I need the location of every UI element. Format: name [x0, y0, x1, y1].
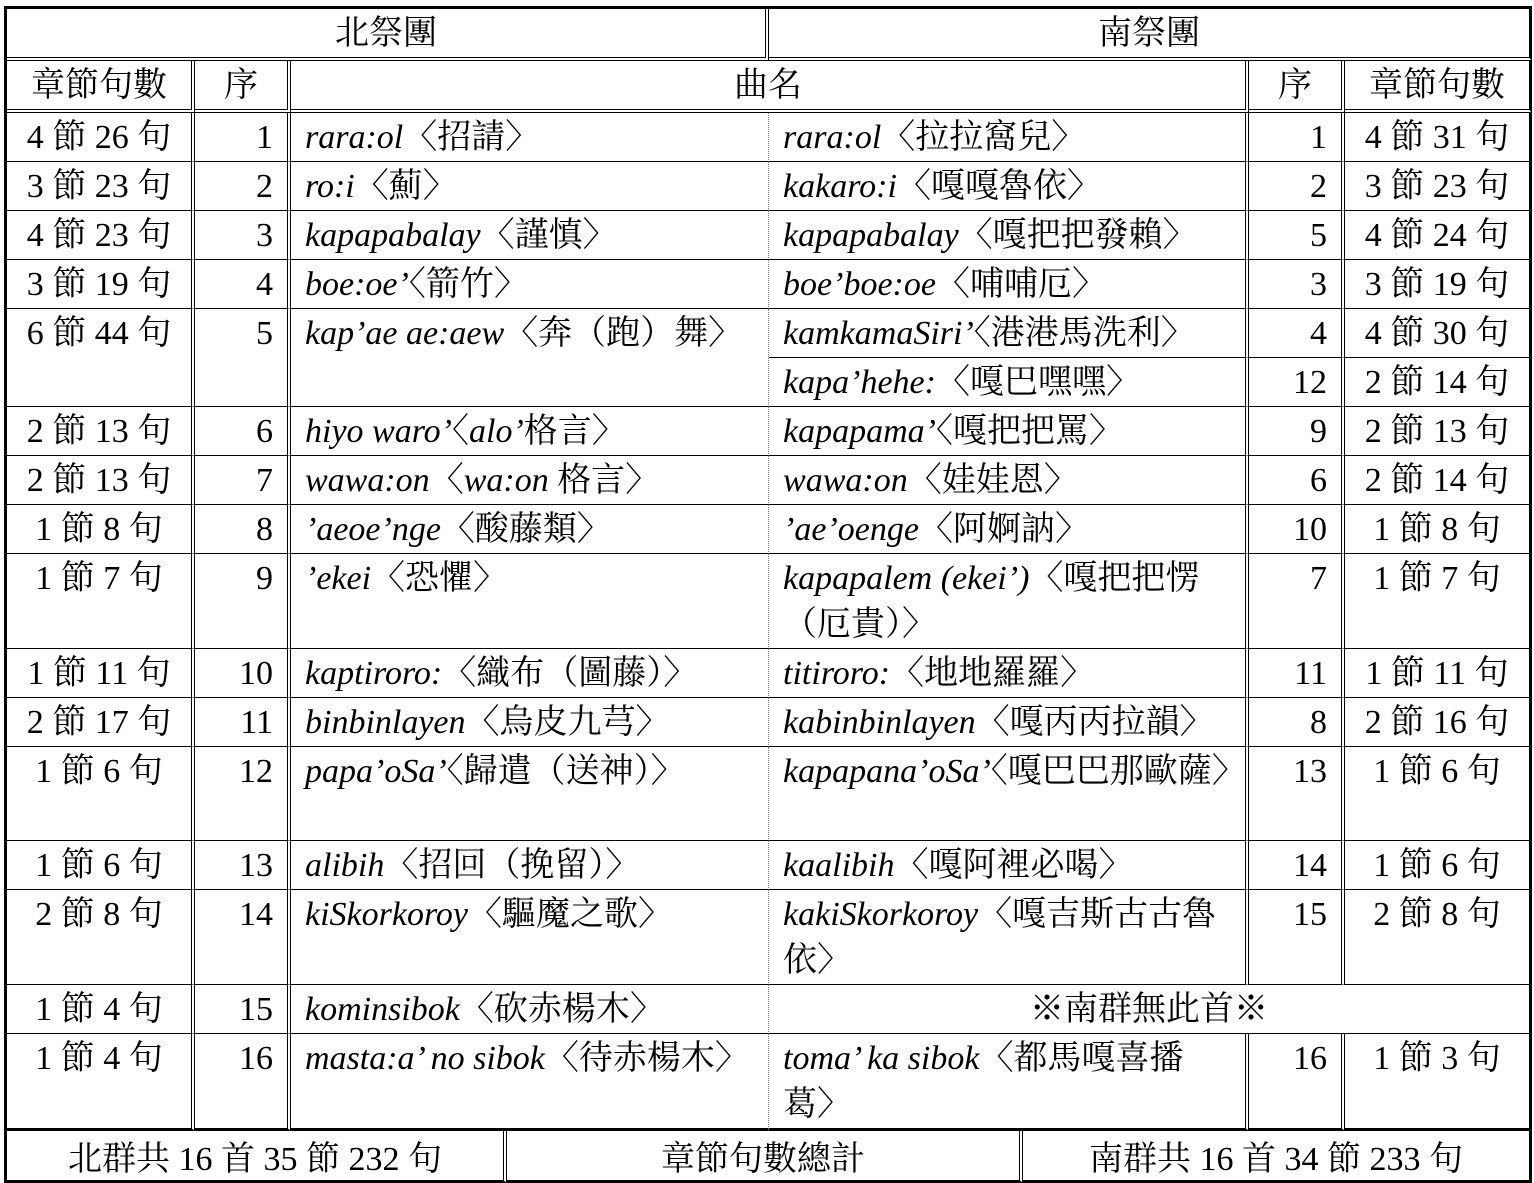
- table-row: [7, 309, 1532, 358]
- north-seq-cell: 12: [195, 747, 291, 841]
- south-song-chinese: 〈港港馬洗利〉: [973, 315, 1195, 352]
- table-row: [7, 841, 1532, 890]
- north-count-cell: 1 節 11 句: [7, 649, 195, 698]
- south-seq-cell: 14: [1249, 841, 1345, 890]
- north-seq-cell: 14: [195, 890, 291, 985]
- north-song-cell: [291, 985, 769, 1034]
- column-header-row: [7, 61, 1532, 113]
- south-seq-cell: 4: [1249, 309, 1345, 358]
- south-song-roman: kamkamaSiri’: [783, 315, 974, 352]
- north-song-chinese: 〈驅魔之歌〉: [468, 896, 673, 933]
- south-song-chinese: 〈嘎把把發賴〉: [958, 217, 1197, 254]
- north-song-cell: [291, 841, 769, 890]
- north-song-roman: kap’ae ae:aew: [305, 315, 505, 352]
- north-song-chinese-2: 格言〉: [523, 413, 626, 450]
- south-count-cell: 1 節 6 句: [1345, 841, 1532, 890]
- south-song-cell: [769, 747, 1249, 841]
- north-song-chinese: 〈酸藤類〉: [440, 511, 611, 548]
- south-song-roman: wawa:on: [783, 462, 908, 499]
- north-song-cell: [291, 890, 769, 985]
- south-song-cell: [769, 841, 1249, 890]
- south-song-chinese: 〈嘎丙丙拉韻〉: [975, 704, 1214, 741]
- south-seq-cell: 2: [1249, 162, 1345, 211]
- north-count-cell: 2 節 8 句: [7, 890, 195, 985]
- table-row: [7, 456, 1532, 505]
- north-song-cell: [291, 505, 769, 554]
- north-count-cell: 1 節 4 句: [7, 985, 195, 1034]
- south-count-cell: 2 節 14 句: [1345, 456, 1532, 505]
- table-row: [7, 698, 1532, 747]
- north-song-roman: kiSkorkoroy: [305, 896, 469, 933]
- south-missing-note: ※南群無此首※: [769, 985, 1532, 1034]
- north-song-cell: [291, 456, 769, 505]
- south-seq-cell: 13: [1249, 747, 1345, 841]
- south-song-chinese: 〈地地羅羅〉: [890, 655, 1095, 692]
- table-row: [7, 113, 1532, 162]
- table-row: [7, 985, 1532, 1034]
- north-song-roman: rara:ol: [305, 119, 404, 156]
- south-count-cell: 1 節 7 句: [1345, 554, 1532, 649]
- south-song-cell: [769, 358, 1249, 407]
- north-song-roman-2: alo’: [469, 413, 524, 450]
- north-song-roman: ’ekei: [305, 560, 372, 597]
- north-song-roman: ’aeoe’nge: [305, 511, 441, 548]
- north-seq-cell: 8: [195, 505, 291, 554]
- south-count-cell: 2 節 8 句: [1345, 890, 1532, 985]
- south-song-chinese: 〈都馬嘎喜播葛〉: [783, 1040, 1184, 1123]
- north-seq-cell: 3: [195, 211, 291, 260]
- north-song-chinese: 〈歸遣（送神）〉: [446, 753, 685, 790]
- north-seq-cell: 6: [195, 407, 291, 456]
- table-row: [7, 747, 1532, 841]
- south-song-roman: boe’boe:oe: [783, 266, 936, 303]
- south-song-roman: rara:ol: [783, 119, 882, 156]
- south-song-roman: kapapama’: [783, 413, 936, 450]
- south-seq-cell: 16: [1249, 1034, 1345, 1131]
- table-row: [7, 890, 1532, 985]
- north-seq-cell: 5: [195, 309, 291, 407]
- table-row: [7, 649, 1532, 698]
- south-song-chinese: 〈哺哺厄〉: [935, 266, 1106, 303]
- south-song-chinese: 〈嘎把把愣（厄貴）〉: [783, 560, 1200, 643]
- north-seq-cell: 15: [195, 985, 291, 1034]
- totals-label-cell: 章節句數總計: [507, 1131, 1023, 1183]
- north-song-chinese-2: 格言〉: [548, 462, 660, 499]
- north-count-cell: 1 節 7 句: [7, 554, 195, 649]
- south-song-cell: [769, 260, 1249, 309]
- north-song-roman-2: wa:on: [463, 462, 549, 499]
- north-seq-cell: 16: [195, 1034, 291, 1131]
- north-song-cell: [291, 407, 769, 456]
- song-comparison-table: [4, 6, 1532, 1131]
- group-header-row: [7, 9, 1532, 61]
- south-song-roman: titiroro:: [783, 655, 891, 692]
- table-row: [7, 505, 1532, 554]
- south-song-chinese: 〈嘎嘎魯依〉: [896, 168, 1101, 205]
- north-count-cell: 1 節 6 句: [7, 841, 195, 890]
- table-row: [7, 211, 1532, 260]
- totals-row: [7, 1131, 1532, 1183]
- south-song-roman: kapapana’oSa’: [783, 753, 991, 790]
- north-song-roman: binbinlayen: [305, 704, 466, 741]
- south-song-roman: kabinbinlayen: [783, 704, 976, 741]
- north-seq-cell: 10: [195, 649, 291, 698]
- north-song-chinese: 〈砍赤楊木〉: [459, 991, 664, 1028]
- south-song-chinese: 〈嘎巴巴那歐薩〉: [990, 753, 1246, 790]
- north-song-cell: [291, 1034, 769, 1131]
- north-seq-cell: 2: [195, 162, 291, 211]
- north-song-roman: papa’oSa’: [305, 753, 447, 790]
- south-count-cell: 1 節 11 句: [1345, 649, 1532, 698]
- south-song-chinese: 〈嘎把把罵〉: [936, 413, 1123, 450]
- south-song-cell: [769, 113, 1249, 162]
- south-song-chinese: 〈阿婀訥〉: [918, 511, 1089, 548]
- north-song-roman: wawa:on: [305, 462, 430, 499]
- south-seq-cell: 15: [1249, 890, 1345, 985]
- south-count-cell: 2 節 13 句: [1345, 407, 1532, 456]
- table-row: [7, 407, 1532, 456]
- south-count-cell: 4 節 31 句: [1345, 113, 1532, 162]
- south-seq-cell: 7: [1249, 554, 1345, 649]
- north-song-cell: [291, 211, 769, 260]
- north-song-cell: [291, 260, 769, 309]
- south-count-cell: 4 節 30 句: [1345, 309, 1532, 358]
- south-group-header: 南祭團: [769, 9, 1532, 61]
- north-seq-header: 序: [195, 61, 291, 113]
- south-seq-header: 序: [1249, 61, 1345, 113]
- south-count-cell: 3 節 23 句: [1345, 162, 1532, 211]
- south-count-cell: 1 節 6 句: [1345, 747, 1532, 841]
- north-song-cell: [291, 113, 769, 162]
- song-name-header: 曲名: [291, 61, 1249, 113]
- south-seq-cell: 8: [1249, 698, 1345, 747]
- south-total-cell: 南群共 16 首 34 節 233 句: [1023, 1131, 1532, 1183]
- north-count-cell: 1 節 8 句: [7, 505, 195, 554]
- south-song-chinese: 〈嘎巴嘿嘿〉: [935, 364, 1140, 401]
- table-row: [7, 162, 1532, 211]
- totals-table: [4, 1131, 1532, 1183]
- north-count-cell: 2 節 13 句: [7, 456, 195, 505]
- north-song-cell: [291, 698, 769, 747]
- north-song-roman: hiyo waro’: [305, 413, 453, 450]
- north-song-cell: [291, 162, 769, 211]
- south-song-cell: [769, 649, 1249, 698]
- south-count-header: 章節句數: [1345, 61, 1532, 113]
- south-song-chinese: 〈嘎吉斯古古魯依〉: [783, 896, 1217, 979]
- south-song-chinese: 〈拉拉窩兒〉: [881, 119, 1086, 156]
- south-song-cell: [769, 309, 1249, 358]
- north-song-chinese: 〈: [429, 462, 464, 499]
- north-count-cell: 4 節 26 句: [7, 113, 195, 162]
- north-song-chinese: 〈烏皮九芎〉: [465, 704, 670, 741]
- south-song-roman: kakaro:i: [783, 168, 897, 205]
- south-song-chinese: 〈娃娃恩〉: [907, 462, 1078, 499]
- table-row: [7, 1034, 1532, 1131]
- north-count-cell: 4 節 23 句: [7, 211, 195, 260]
- north-song-chinese: 〈織布（圖藤）〉: [442, 655, 698, 692]
- south-seq-cell: 1: [1249, 113, 1345, 162]
- south-song-roman: kapapabalay: [783, 217, 959, 254]
- south-seq-cell: 10: [1249, 505, 1345, 554]
- north-seq-cell: 9: [195, 554, 291, 649]
- south-song-roman: kaalibih: [783, 847, 895, 884]
- north-count-cell: 6 節 44 句: [7, 309, 195, 407]
- north-count-cell: 2 節 13 句: [7, 407, 195, 456]
- table-row: [7, 260, 1532, 309]
- south-song-cell: [769, 211, 1249, 260]
- south-song-roman: kapapalem (ekei’): [783, 560, 1030, 597]
- north-song-chinese: 〈待赤楊木〉: [544, 1040, 749, 1077]
- north-song-chinese: 〈招請〉: [403, 119, 540, 156]
- south-count-cell: 2 節 14 句: [1345, 358, 1532, 407]
- south-song-cell: [769, 698, 1249, 747]
- north-song-chinese: 〈招回（挽留）〉: [384, 847, 640, 884]
- north-song-chinese: 〈薊〉: [354, 168, 457, 205]
- north-seq-cell: 7: [195, 456, 291, 505]
- south-song-cell: [769, 407, 1249, 456]
- south-count-cell: 1 節 3 句: [1345, 1034, 1532, 1131]
- north-seq-cell: 11: [195, 698, 291, 747]
- north-song-chinese: 〈: [452, 413, 470, 450]
- table-row: [7, 554, 1532, 649]
- north-count-cell: 3 節 19 句: [7, 260, 195, 309]
- north-song-cell: [291, 554, 769, 649]
- south-seq-cell: 5: [1249, 211, 1345, 260]
- south-song-cell: [769, 890, 1249, 985]
- north-song-chinese: 〈奔（跑）舞〉: [504, 315, 743, 352]
- south-count-cell: 4 節 24 句: [1345, 211, 1532, 260]
- south-song-roman: kakiSkorkoroy: [783, 896, 979, 933]
- song-table-container: [4, 6, 1529, 1176]
- north-song-cell: [291, 747, 769, 841]
- north-song-chinese: 〈箭竹〉: [408, 266, 528, 303]
- north-count-cell: 1 節 4 句: [7, 1034, 195, 1131]
- north-song-roman: alibih: [305, 847, 385, 884]
- south-seq-cell: 9: [1249, 407, 1345, 456]
- south-song-cell: [769, 505, 1249, 554]
- north-count-cell: 3 節 23 句: [7, 162, 195, 211]
- south-song-roman: ’ae’oenge: [783, 511, 919, 548]
- south-seq-cell: 12: [1249, 358, 1345, 407]
- north-total-cell: 北群共 16 首 35 節 232 句: [7, 1131, 507, 1183]
- south-count-cell: 1 節 8 句: [1345, 505, 1532, 554]
- north-song-chinese: 〈恐懼〉: [371, 560, 508, 597]
- south-seq-cell: 11: [1249, 649, 1345, 698]
- south-song-cell: [769, 456, 1249, 505]
- north-seq-cell: 1: [195, 113, 291, 162]
- north-count-header: 章節句數: [7, 61, 195, 113]
- south-song-chinese: 〈嘎阿裡必喝〉: [894, 847, 1133, 884]
- north-song-roman: ro:i: [305, 168, 355, 205]
- south-song-cell: [769, 162, 1249, 211]
- north-count-cell: 2 節 17 句: [7, 698, 195, 747]
- south-seq-cell: 3: [1249, 260, 1345, 309]
- north-song-cell: [291, 649, 769, 698]
- north-song-roman: kaptiroro:: [305, 655, 443, 692]
- south-seq-cell: 6: [1249, 456, 1345, 505]
- south-song-cell: [769, 1034, 1249, 1131]
- south-song-roman: kapa’hehe:: [783, 364, 936, 401]
- north-song-cell: [291, 309, 769, 407]
- north-song-roman: kapapabalay: [305, 217, 481, 254]
- south-count-cell: 3 節 19 句: [1345, 260, 1532, 309]
- north-seq-cell: 13: [195, 841, 291, 890]
- north-seq-cell: 4: [195, 260, 291, 309]
- south-song-cell: [769, 554, 1249, 649]
- north-song-roman: kominsibok: [305, 991, 460, 1028]
- north-group-header: 北祭團: [7, 9, 769, 61]
- north-count-cell: 1 節 6 句: [7, 747, 195, 841]
- south-count-cell: 2 節 16 句: [1345, 698, 1532, 747]
- south-song-roman: toma’ ka sibok: [783, 1040, 980, 1077]
- north-song-roman: boe:oe’: [305, 266, 409, 303]
- north-song-chinese: 〈謹慎〉: [480, 217, 617, 254]
- north-song-roman: masta:a’ no sibok: [305, 1040, 545, 1077]
